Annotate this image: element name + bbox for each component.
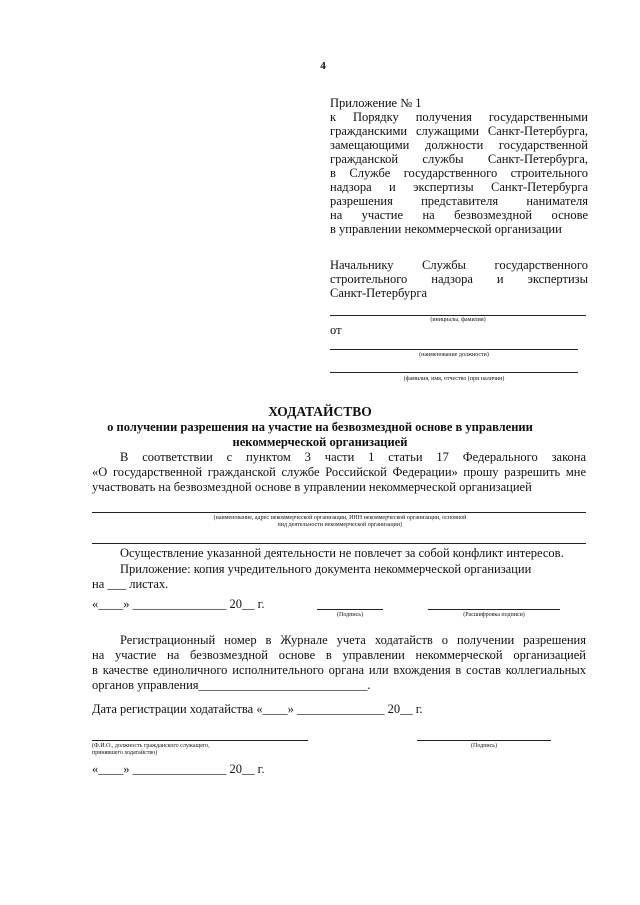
document-subtitle-line2: некоммерческой организацией <box>232 435 408 449</box>
caption-official-line1: (Ф.И.О., должность гражданского служащего, <box>92 743 210 749</box>
appendix-line: в управлении некоммерческой организации <box>330 222 562 236</box>
caption-initials: (инициалы, фамилия) <box>430 317 486 323</box>
conflict-statement: Осуществление указанной деятельности не повлечет за собой конфликт интересов. <box>120 546 564 560</box>
initials-line <box>330 315 586 316</box>
reg-line2: на участие на безвозмездной основе в управлении некоммерческой организацией <box>92 648 586 662</box>
reg-line3: в качестве единоличного исполнительного органа или вхождения в состав коллегиальных <box>92 663 586 677</box>
appendix-line: на участие на безвозмездной основе <box>330 208 588 222</box>
caption-position: (наименование должности) <box>419 352 489 358</box>
date-field-2: «____» _______________ 20__ г. <box>92 762 265 776</box>
position-line <box>330 349 578 350</box>
caption-org-line2: вид деятельности некоммерческой организации) <box>278 522 402 528</box>
org-line <box>92 512 586 513</box>
caption-official-line2: принявшего ходатайство) <box>92 750 158 756</box>
para1-line1: В соответствии с пунктом 3 части 1 статьи 17 Федерального закона <box>120 450 586 464</box>
from-label: от <box>330 323 342 337</box>
appendix-line: гражданскими служащими Санкт-Петербурга, <box>330 124 588 138</box>
para1-line2: «О государственной гражданской службе Российской Федерации» прошу разрешить мне <box>92 465 586 479</box>
para1-line3: участвовать на безвозмездной основе в управлении некоммерческой организацией <box>92 480 532 494</box>
addressee-line: Начальнику Службы государственного <box>330 258 588 272</box>
org-line-2 <box>92 543 586 544</box>
appendix-block <box>330 96 588 236</box>
attachment-text: Приложение: копия учредительного документа некоммерческой организации <box>120 562 532 576</box>
appendix-line: надзора и экспертизы Санкт-Петербурга <box>330 180 588 194</box>
document-subtitle-line1: о получении разрешения на участие на безвозмездной основе в управлении <box>107 420 533 434</box>
registration-date: Дата регистрации ходатайства «____» ______________ 20__ г. <box>92 702 423 716</box>
appendix-line: замещающими должности государственной <box>330 138 588 152</box>
document-title: ХОДАТАЙСТВО <box>268 404 372 419</box>
page-number: 4 <box>320 60 326 72</box>
caption-fullname: (фамилия, имя, отчество (при наличии) <box>403 376 505 382</box>
reg-line1: Регистрационный номер в Журнале учета ходатайств о получении разрешения <box>120 633 586 647</box>
caption-decoding: (Расшифровка подписи) <box>463 612 525 618</box>
official-line <box>92 740 308 741</box>
appendix-line: в Службе государственного строительного <box>330 166 588 180</box>
appendix-line: разрешения представителя нанимателя <box>330 194 588 208</box>
signature-line <box>317 609 383 610</box>
addressee-line: строительного надзора и экспертизы <box>330 272 588 286</box>
reg-line4: органов управления___________________________. <box>92 678 371 692</box>
caption-signature: (Подпись) <box>336 612 364 618</box>
addressee-line: Санкт-Петербурга <box>330 286 428 300</box>
appendix-title: Приложение № 1 <box>330 96 422 110</box>
caption-signature-2: (Подпись) <box>470 743 498 749</box>
sheets-text: на ___ листах. <box>92 577 169 591</box>
appendix-line: к Порядку получения государственными <box>330 110 588 124</box>
caption-org-line1: (наименование, адрес некоммерческой организации, ИНН некоммерческой организации, основной <box>213 515 467 521</box>
date-field: «____» _______________ 20__ г. <box>92 597 265 611</box>
decoding-line <box>428 609 560 610</box>
addressee-block <box>330 258 588 300</box>
fullname-line <box>330 372 578 373</box>
signature-line-2 <box>417 740 551 741</box>
appendix-line: гражданской службы Санкт-Петербурга, <box>330 152 588 166</box>
